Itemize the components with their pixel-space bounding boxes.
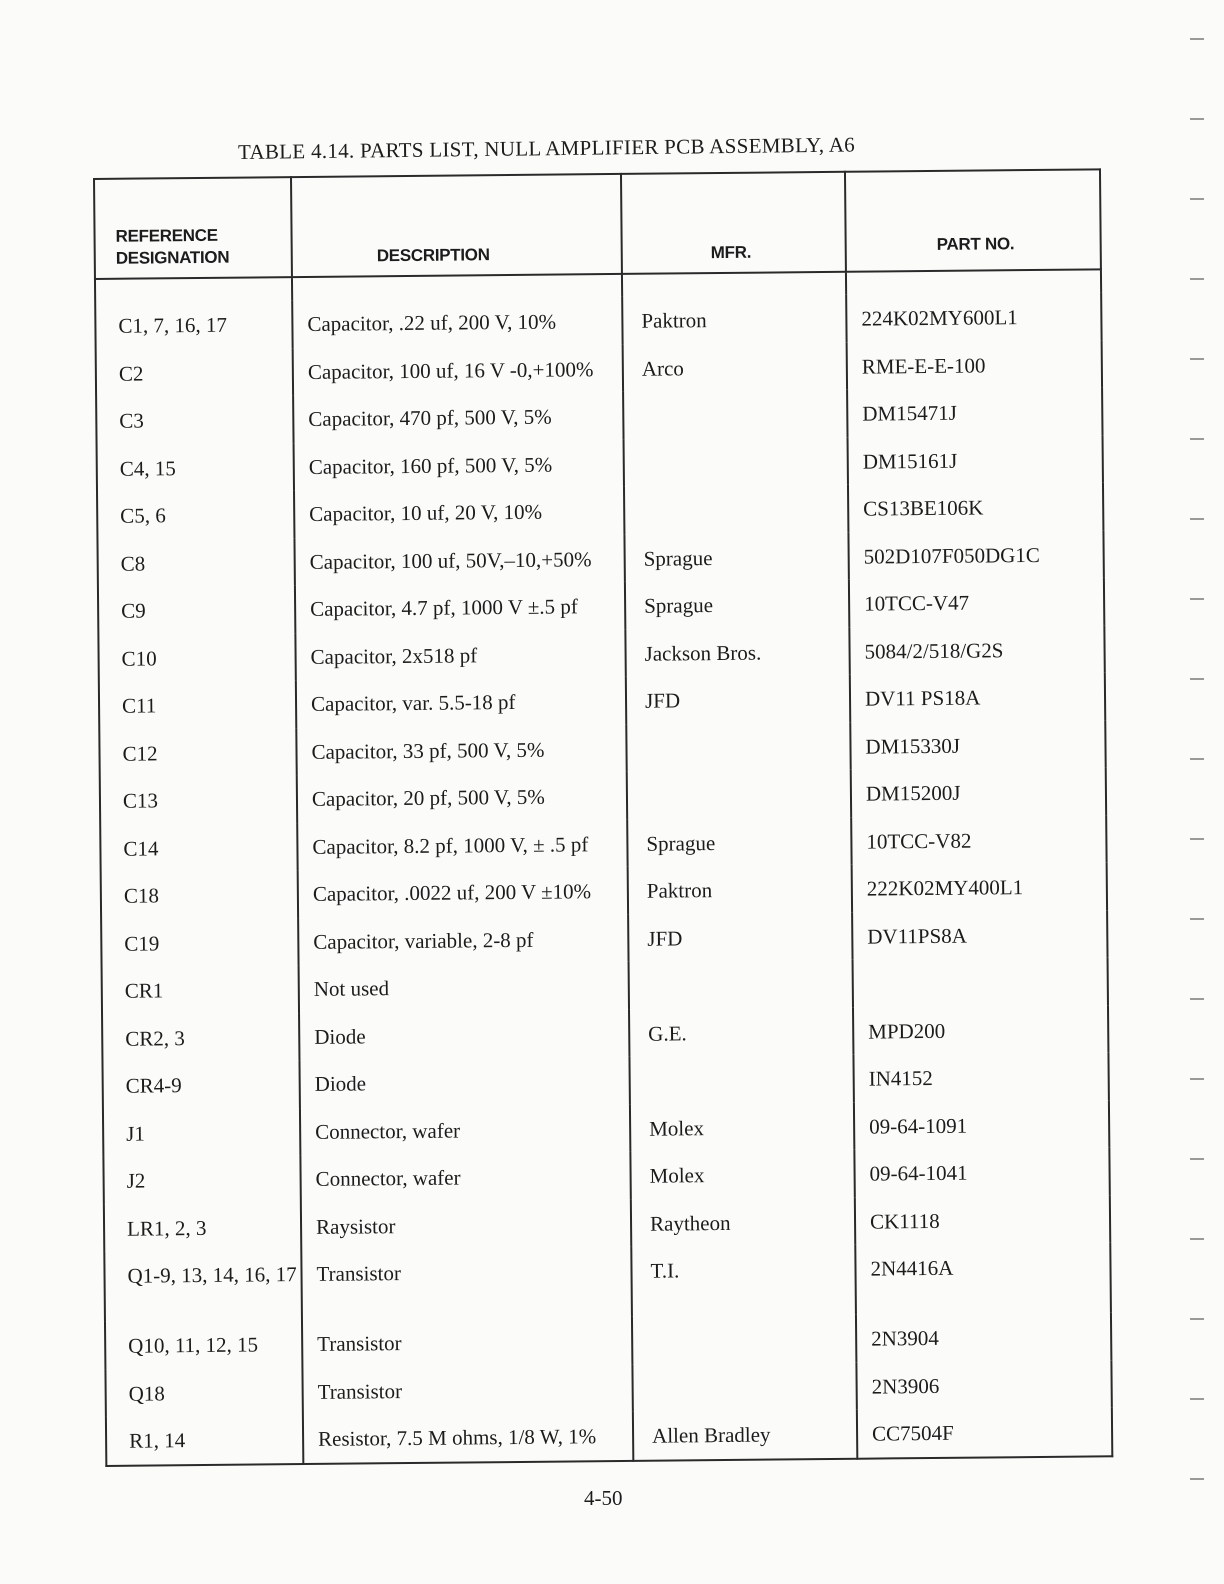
manufacturer-cell [627,770,851,820]
reference-designation-cell-text: C10 [121,645,157,671]
description-cell-text: Capacitor, 100 uf, 16 V -0,+100% [307,356,594,384]
reference-designation-cell-text: CR2, 3 [125,1025,185,1051]
description-cell-text: Capacitor, 8.2 pf, 1000 V, ± .5 pf [312,831,589,859]
header-part-no: PART NO. [845,169,1101,271]
manufacturer-cell [629,1055,853,1105]
parts-list-table-frame [93,168,1111,1453]
header-reference-line1: REFERENCE [115,225,218,246]
reference-designation-cell [98,585,295,634]
manufacturer-cell [628,865,852,915]
margin-tick-mark [1190,518,1204,520]
table-body [95,269,1112,1465]
reference-designation-cell [102,1060,299,1109]
part-number-cell-text: 222K02MY400L1 [866,875,1024,901]
reference-designation-cell-text: C11 [121,693,157,718]
description-cell [302,1364,632,1415]
reference-designation-cell-text: C19 [124,930,160,956]
description-cell [301,1199,631,1250]
description-cell [303,1412,633,1464]
description-cell-text: Not used [313,976,390,1001]
manufacturer-cell-text: Raytheon [649,1210,731,1236]
manufacturer-cell-text: Jackson Bros. [644,640,762,666]
description-cell [294,534,624,585]
reference-designation-cell-text: C12 [122,740,158,766]
description-cell-text: Capacitor, 160 pf, 500 V, 5% [308,452,553,479]
part-number-cell [852,862,1107,912]
description-cell-text: Transistor [316,1261,402,1286]
description-cell-text: Connector, wafer [315,1118,461,1144]
reference-designation-cell [96,395,293,444]
margin-tick-mark [1190,198,1204,200]
part-number-cell-text: 2N3904 [871,1325,939,1351]
part-number-cell [848,482,1103,532]
reference-designation-cell-text: C14 [123,835,159,861]
description-cell-text: Capacitor, .22 uf, 200 V, 10% [307,309,557,336]
description-cell [292,297,622,348]
part-number-cell [849,625,1104,675]
reference-designation-cell-text: C8 [120,551,146,576]
reference-designation-cell-text: C9 [121,598,146,623]
reference-designation-cell-text: J1 [126,1121,145,1146]
description-cell [293,392,623,443]
manufacturer-cell-text: Allen Bradley [651,1422,771,1448]
part-number-cell [850,672,1105,722]
part-number-cell [848,530,1103,580]
part-number-cell [849,577,1104,627]
part-number-cell-text: DV11PS8A [867,923,968,949]
manufacturer-cell [624,437,848,487]
part-number-cell [847,340,1102,390]
manufacturer-cell [626,722,850,772]
part-number-cell-text: DM15200J [865,780,961,806]
reference-designation-cell-text: CR4-9 [125,1073,182,1098]
description-cell [299,1057,629,1108]
margin-tick-mark [1190,438,1204,440]
part-number-cell [848,435,1103,485]
reference-designation-cell [101,870,298,919]
description-cell-text: Capacitor, 470 pf, 500 V, 5% [308,404,552,431]
description-cell [297,819,627,870]
part-number-cell-text: DM15471J [862,400,957,426]
part-number-cell [852,910,1107,960]
reference-designation-cell [103,1108,300,1157]
description-cell-text: Capacitor, variable, 2-8 pf [313,927,534,954]
manufacturer-cell [631,1197,855,1247]
manufacturer-cell [627,817,851,867]
part-number-cell-text: DM15330J [865,733,961,759]
description-cell [295,582,625,633]
part-number-cell-text: 09-64-1041 [869,1160,968,1186]
description-cell-text: Capacitor, 10 uf, 20 V, 10% [309,499,543,526]
description-cell [294,439,624,490]
part-number-cell-text: IN4152 [868,1065,933,1091]
reference-designation-cell-text: R1, 14 [129,1428,186,1453]
manufacturer-cell [625,627,849,677]
reference-designation-cell-text: J2 [126,1168,146,1193]
part-number-cell [853,1005,1108,1055]
description-cell-text: Capacitor, 100 uf, 50V,–10,+50% [309,546,592,574]
part-number-cell [856,1360,1111,1410]
header-reference-line2: DESIGNATION [115,247,230,268]
reference-designation-cell-text: C1, 7, 16, 17 [118,312,228,338]
manufacturer-cell-text: Molex [649,1163,705,1188]
reference-designation-cell [100,823,297,872]
description-cell [300,1104,630,1155]
part-number-cell [853,957,1108,1007]
part-number-cell-text: 10TCC-V82 [866,828,972,854]
manufacturer-cell-text: Sprague [643,545,713,571]
description-cell [298,914,628,965]
part-number-cell [850,720,1105,770]
manufacturer-cell-text: JFD [647,925,683,951]
margin-tick-mark [1190,758,1204,760]
part-number-cell [851,815,1106,865]
description-cell [294,487,624,538]
description-cell-text: Capacitor, 4.7 pf, 1000 V ±.5 pf [310,594,578,621]
manufacturer-cell-text: Arco [641,355,684,381]
margin-tick-mark [1190,278,1204,280]
margin-tick-mark [1190,678,1204,680]
header-reference-designation [94,177,292,279]
margin-tick-mark [1190,918,1204,920]
part-number-cell-text: CS13BE106K [863,495,984,521]
reference-designation-cell-text: LR1, 2, 3 [126,1215,207,1241]
reference-designation-cell-text: C2 [118,361,144,386]
description-cell [299,1009,629,1060]
part-number-cell-text: 5084/2/518/G2S [864,637,1004,664]
part-number-cell-text: CK1118 [869,1208,940,1234]
description-cell [297,772,627,823]
manufacturer-cell-text: Paktron [646,878,713,903]
parts-list-table [93,168,1113,1466]
description-cell-text: Capacitor, 33 pf, 500 V, 5% [311,737,545,764]
reference-designation-cell-text: Q1-9, 13, 14, 16, 17 [127,1262,297,1288]
description-cell [296,677,626,728]
part-number-cell-text: 09-64-1091 [869,1113,968,1139]
margin-tick-mark [1190,1478,1204,1480]
reference-designation-cell [99,680,296,729]
part-number-cell-text: 2N4416A [870,1255,954,1281]
part-number-cell [846,292,1101,342]
header-description: DESCRIPTION [291,174,622,277]
part-number-cell-text: DM15161J [862,448,958,474]
table-title: TABLE 4.14. PARTS LIST, NULL AMPLIFIER PCB ASSEMBLY, A6 [237,132,856,164]
reference-designation-cell-text: C3 [119,408,144,433]
reference-designation-cell [100,775,297,824]
reference-designation-cell [98,633,295,682]
manufacturer-cell [626,675,850,725]
manufacturer-cell [622,295,846,345]
description-cell-text: Raysistor [315,1213,396,1239]
description-cell-text: Connector, wafer [315,1165,461,1191]
margin-tick-mark [1190,598,1204,600]
reference-designation-cell [102,1013,299,1062]
part-number-cell-text: 224K02MY600L1 [861,305,1018,331]
margin-tick-mark [1190,38,1204,40]
description-cell-text: Diode [314,1023,366,1049]
description-cell [293,344,623,395]
header-mfr: MFR. [621,172,846,274]
manufacturer-cell-text: G.E. [648,1020,687,1046]
margin-tick-mark [1190,118,1204,120]
scan-margin-marks [1164,0,1224,1584]
manufacturer-cell [632,1315,856,1365]
manufacturer-cell-text: JFD [644,688,681,713]
description-cell-text: Resistor, 7.5 M ohms, 1/8 W, 1% [317,1424,597,1451]
manufacturer-cell [623,342,847,392]
reference-designation-cell [97,538,294,587]
description-cell [302,1317,632,1368]
description-cell-text: Transistor [317,1378,403,1404]
manufacturer-cell [625,580,849,630]
part-number-cell [851,767,1106,817]
description-cell [298,867,628,918]
part-number-cell-text: 2N3906 [871,1373,940,1399]
manufacturer-cell [633,1410,857,1461]
part-number-cell [853,1052,1108,1102]
manufacturer-cell-text: Sprague [644,593,714,618]
reference-designation-cell-text: Q10, 11, 12, 15 [128,1332,259,1358]
part-number-cell [854,1147,1109,1197]
part-number-cell [857,1407,1112,1458]
manufacturer-cell [624,532,848,582]
description-cell-text: Capacitor, var. 5.5-18 pf [310,689,516,716]
manufacturer-cell-text: Sprague [646,830,716,856]
margin-tick-mark [1190,1398,1204,1400]
margin-tick-mark [1190,1238,1204,1240]
manufacturer-cell [630,1150,854,1200]
reference-designation-cell [99,728,296,777]
reference-designation-cell [105,1320,302,1369]
part-number-cell [854,1100,1109,1150]
manufacturer-cell-text: T.I. [650,1258,680,1283]
manufacturer-cell [628,912,852,962]
manufacturer-cell [632,1362,856,1412]
manufacturer-cell [629,960,853,1010]
reference-designation-cell [104,1203,301,1252]
part-number-cell-text: CC7504F [871,1420,954,1446]
margin-tick-mark [1190,1318,1204,1320]
part-number-cell-text: MPD200 [868,1018,946,1044]
part-number-cell-text: RME-E-E-100 [861,352,986,379]
description-cell-text: Capacitor, .0022 uf, 200 V ±10% [312,879,592,906]
table-row [104,1242,1111,1322]
part-number-cell [855,1195,1110,1245]
table-row [106,1407,1112,1465]
manufacturer-cell [631,1245,856,1317]
reference-designation-cell-text: C5, 6 [120,503,166,528]
manufacturer-cell-text: Molex [649,1115,705,1141]
description-cell [301,1247,632,1320]
description-cell [300,1152,630,1203]
margin-tick-mark [1190,358,1204,360]
part-number-cell-text: DV11 PS18A [864,685,981,711]
reference-designation-cell [106,1415,303,1465]
margin-tick-mark [1190,1158,1204,1160]
description-cell [299,962,629,1013]
margin-tick-mark [1190,838,1204,840]
description-cell [295,629,625,680]
reference-designation-cell-text: Q18 [128,1380,165,1406]
description-cell [296,724,626,775]
part-number-cell [847,387,1102,437]
page-number: 4-50 [584,1486,623,1510]
part-number-cell-text: 502D107F050DG1C [863,542,1040,569]
reference-designation-cell [105,1368,302,1417]
margin-tick-mark [1190,998,1204,1000]
reference-designation-cell [95,300,292,349]
reference-designation-cell [97,490,294,539]
reference-designation-cell-text: C13 [122,788,159,813]
part-number-cell [856,1312,1111,1362]
reference-designation-cell [97,443,294,492]
reference-designation-cell [102,965,299,1014]
description-cell-text: Capacitor, 20 pf, 500 V, 5% [311,784,545,811]
manufacturer-cell [630,1102,854,1152]
description-cell-text: Capacitor, 2x518 pf [310,642,478,669]
reference-designation-cell [96,348,293,397]
reference-designation-cell-text: C4, 15 [119,455,176,481]
reference-designation-cell [101,918,298,967]
table-header-row [94,169,1101,279]
manufacturer-cell [623,390,847,440]
part-number-cell-text: 10TCC-V47 [864,590,970,616]
reference-designation-cell-text: CR1 [124,978,164,1003]
manufacturer-cell [629,1007,853,1057]
description-cell-text: Diode [314,1071,367,1096]
part-number-cell [855,1242,1111,1314]
margin-tick-mark [1190,1078,1204,1080]
reference-designation-cell-text: C18 [123,883,160,908]
manufacturer-cell [624,485,848,535]
reference-designation-cell [104,1250,302,1322]
description-cell-text: Transistor [317,1331,402,1356]
manufacturer-cell-text: Paktron [641,308,707,333]
reference-designation-cell [103,1155,300,1204]
